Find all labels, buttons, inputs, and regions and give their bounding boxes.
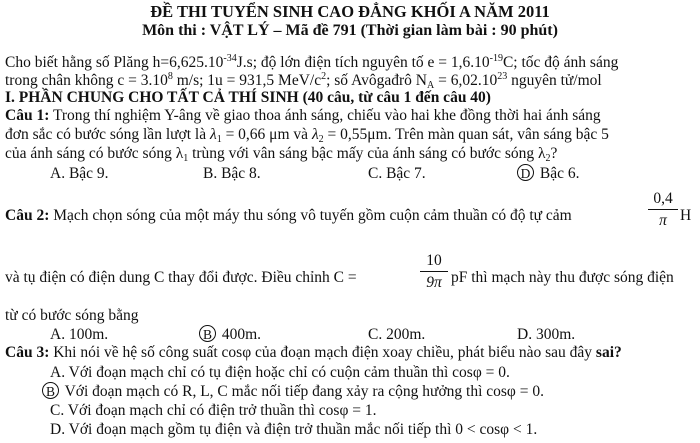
answer-circle: D <box>517 164 534 181</box>
question-3-option-d: D. Với đoạn mạch gồm tụ điện và điện trở thuần mắc nối tiếp thì 0 < cosφ < 1. <box>50 421 538 438</box>
question-1-option-a: A. Bậc 9. <box>50 165 109 182</box>
constants-line-1: Cho biết hằng số Plăng $h=6,625.10^{-34}J.s$; độ lớn điện tích nguyên tố $e = 1,6.10^{-19}C$; tốc độ ánh sáng <box>5 53 619 71</box>
question-3-option-a: A. Với đoạn mạch chỉ có tụ điện hoặc chỉ có cuộn cảm thuần thì cosφ = 0. <box>50 364 510 381</box>
question-1-option-b: B. Bậc 8. <box>203 165 261 182</box>
answer-circle: B <box>42 382 59 399</box>
question-3-option-c: C. Với đoạn mạch chỉ có điện trở thuần thì cosφ = 1. <box>50 402 377 419</box>
question-2-line-2-tail: pF thì mạch này thu được sóng điện <box>451 269 674 286</box>
answer-circle: B <box>199 325 216 342</box>
inductance-unit: H <box>680 207 692 224</box>
question-2-line-3: từ có bước sóng bằng <box>5 307 139 324</box>
question-1-line-1: Câu 1: Trong thí nghiệm Y-âng về giao thoa ánh sáng, chiếu vào hai khe đồng thời hai ánh sáng <box>5 107 601 124</box>
question-2-option-d: D. 300m. <box>517 326 576 343</box>
section-heading: I. PHẦN CHUNG CHO TẤT CẢ THÍ SINH (40 câu, từ câu 1 đến câu 40) <box>5 89 491 106</box>
exam-title: ĐỀ THI TUYỂN SINH CAO ĐẲNG KHỐI A NĂM 2011 <box>150 2 550 21</box>
question-1-option-c: C. Bậc 7. <box>368 165 426 182</box>
question-3-line-1: Câu 3: Khi nói về hệ số công suất cosφ của đoạn mạch điện xoay chiều, phát biểu nào sau đây sai? <box>5 344 622 361</box>
constants-line-2: trong chân không $c = 3.10^8$ m/s; 1u = 931,5 MeV/$c^2$; số Avôgađrô $N_A = 6,02.10^{23}$ nguyên tử/mol <box>5 71 602 91</box>
inductance-fraction: 0,4 π <box>648 190 678 229</box>
question-1-line-2: đơn sắc có bước sóng lần lượt là $\lambda_1 = 0,66$ μm và $\lambda_2 = 0,55\mu m$. Trên màn quan sát, vân sáng bậc 5 <box>5 126 609 145</box>
question-1-line-3: của ánh sáng có bước sóng $\lambda_1$ trùng với vân sáng bậc mấy của ánh sáng có bước sóng $\lambda_2$? <box>5 145 558 164</box>
question-2-option-b-correct: B 400m. <box>199 325 261 344</box>
question-2-line-2: và tụ điện có điện dung C thay đổi được. Điều chỉnh C = <box>5 269 357 286</box>
question-2-option-c: C. 200m. <box>368 326 426 343</box>
question-3-option-b-correct: B Với đoạn mạch có R, L, C mắc nối tiếp đang xảy ra cộng hưởng thì cosφ = 0. <box>42 382 544 401</box>
question-2-line-1: Câu 2: Mạch chọn sóng của một máy thu sóng vô tuyến gồm cuộn cảm thuần có độ tự cảm <box>5 207 572 224</box>
question-1-option-d-correct: D Bậc 6. <box>517 164 579 183</box>
exam-subtitle: Môn thi : VẬT LÝ – Mã đề 791 (Thời gian làm bài : 90 phút) <box>142 22 558 39</box>
question-2-option-a: A. 100m. <box>50 326 109 343</box>
capacitance-fraction: 10 9π <box>420 252 448 291</box>
